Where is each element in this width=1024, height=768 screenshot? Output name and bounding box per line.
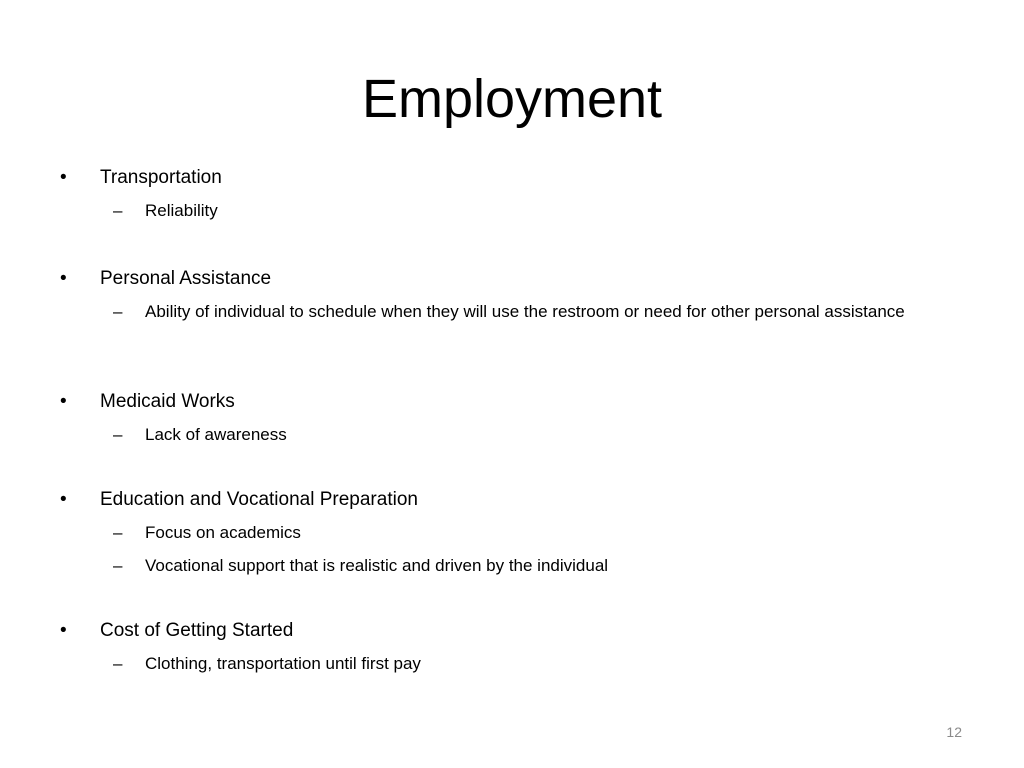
bullet-marker: • — [60, 489, 67, 510]
sub-marker: – — [113, 201, 123, 220]
bullet-marker: • — [60, 167, 67, 188]
sub-marker: – — [113, 425, 123, 444]
bullet-text: Medicaid Works — [100, 391, 235, 412]
sub-text: Reliability — [145, 201, 218, 220]
bullet-marker: • — [60, 268, 67, 289]
sub-marker: – — [113, 302, 123, 321]
sub-marker: – — [113, 556, 123, 575]
sub-text: Ability of individual to schedule when they will use the restroom or need for other personal assistance — [145, 302, 905, 321]
sub-marker: – — [113, 523, 123, 542]
bullet-text: Education and Vocational Preparation — [100, 489, 418, 510]
sub-text: Lack of awareness — [145, 425, 287, 444]
sub-text: Vocational support that is realistic and driven by the individual — [145, 556, 609, 575]
bullet-text: Personal Assistance — [100, 268, 272, 289]
bullet-text: Transportation — [100, 167, 222, 188]
bullet-marker: • — [60, 391, 67, 412]
sub-text: Focus on academics — [145, 523, 301, 542]
bullet-text: Cost of Getting Started — [100, 620, 294, 641]
sub-text: Clothing, transportation until first pay — [145, 654, 421, 673]
bullet-marker: • — [60, 620, 67, 641]
page-number: 12 — [946, 724, 962, 740]
sub-marker: – — [113, 654, 123, 673]
slide-title: Employment — [361, 69, 663, 129]
